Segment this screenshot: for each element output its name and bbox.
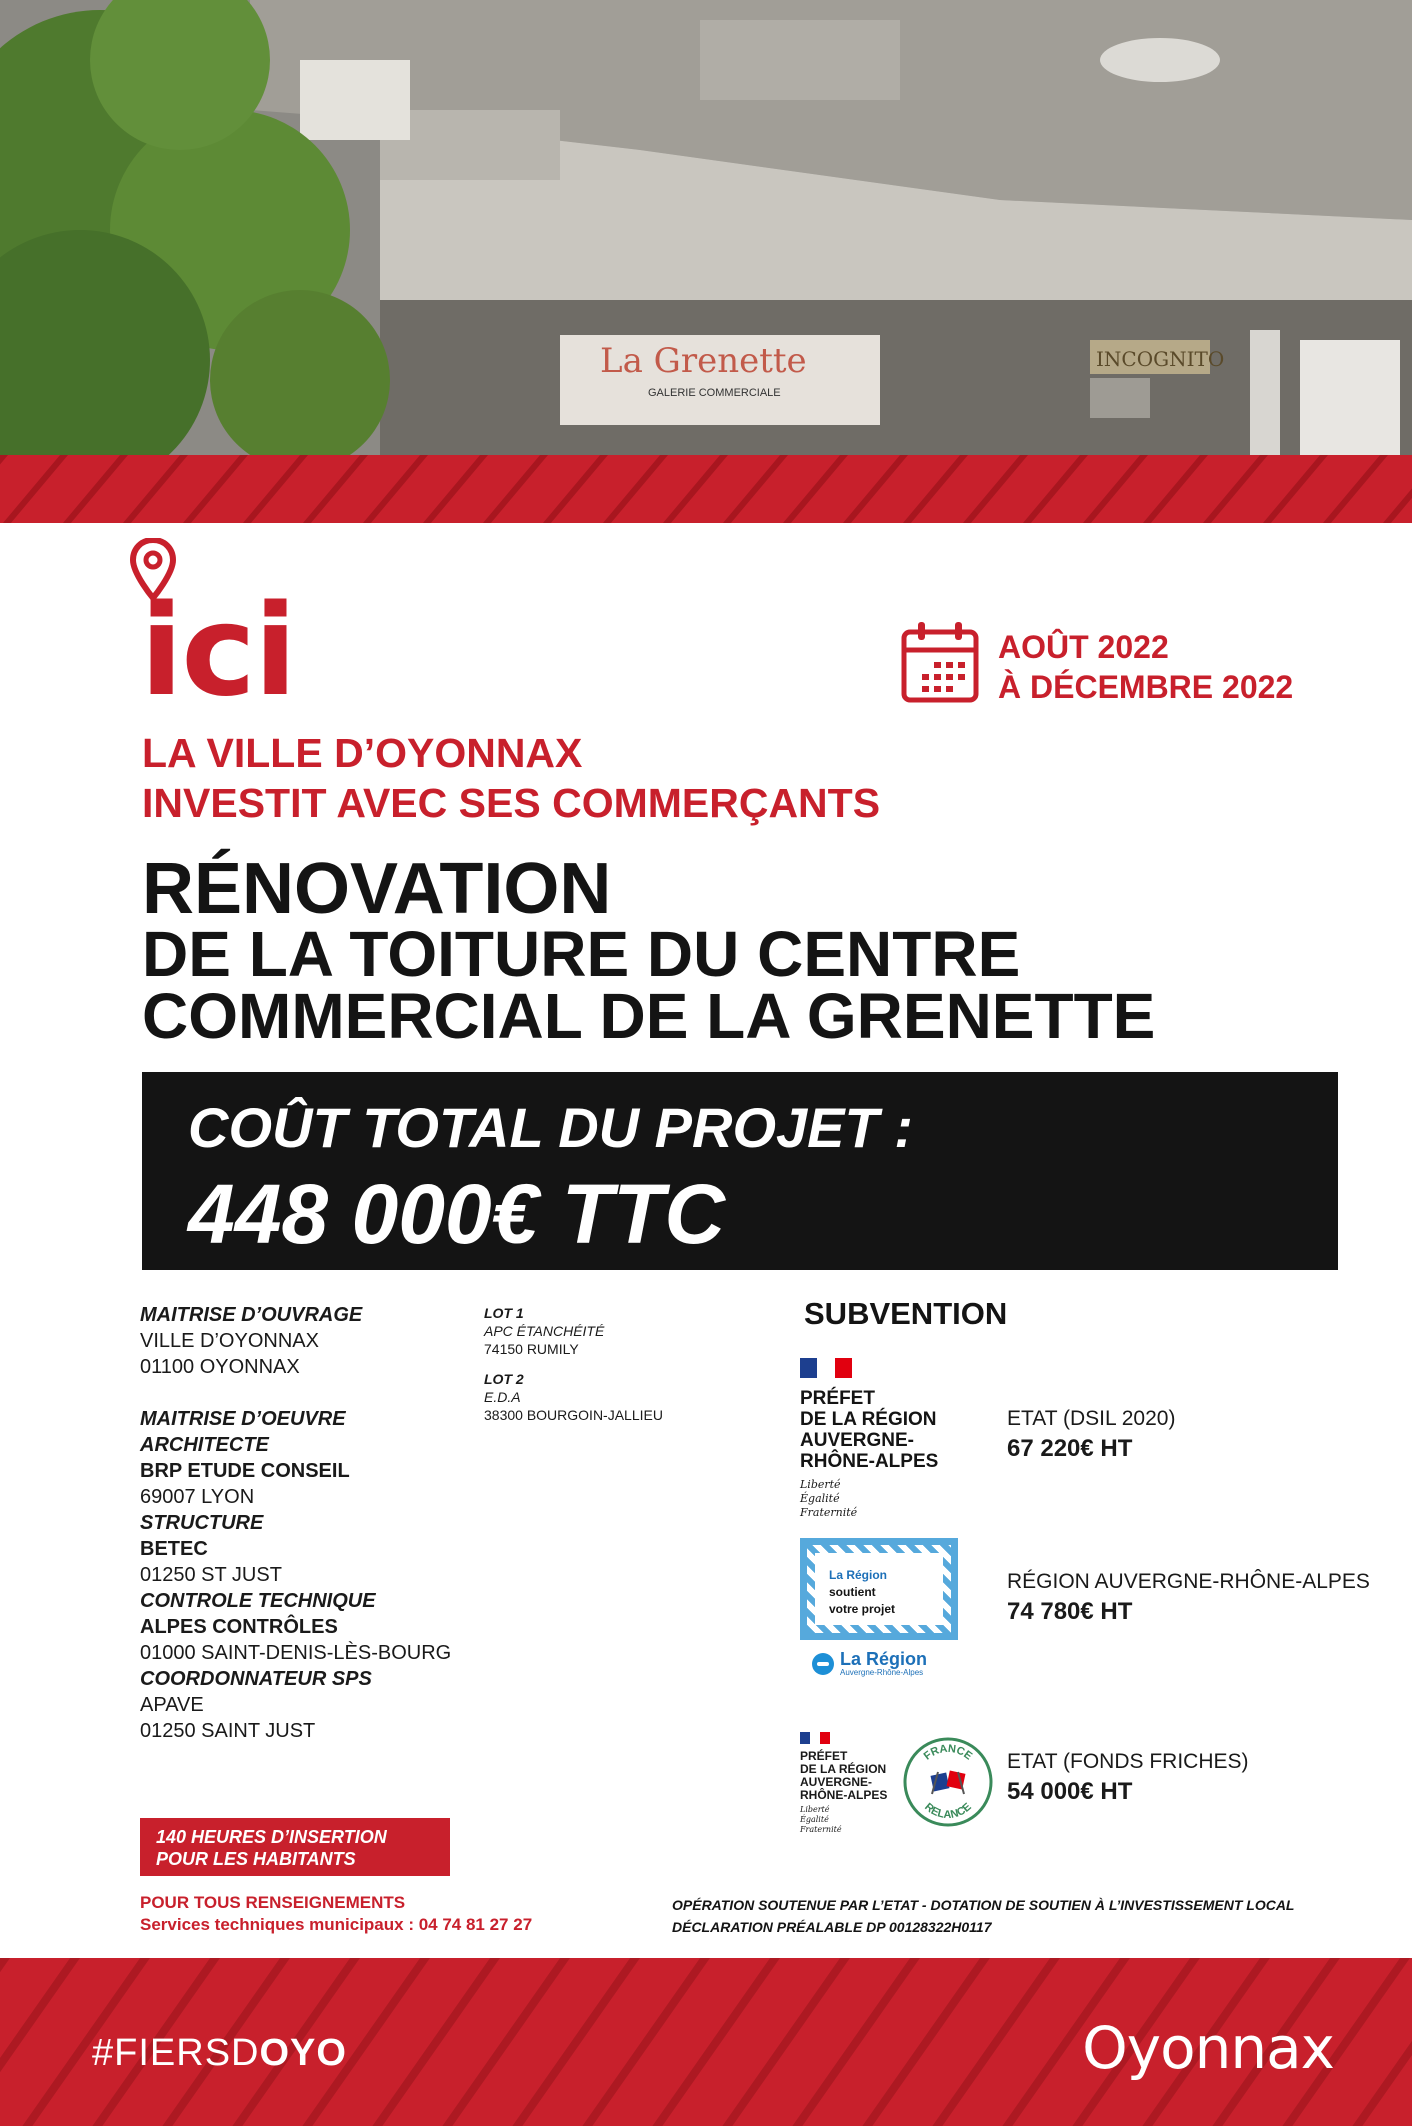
architecte-heading: ARCHITECTE	[140, 1434, 269, 1456]
ici-logo-text: ici	[140, 577, 296, 724]
note-line-1: OPÉRATION SOUTENUE PAR L’ETAT - DOTATION DE SOUTIEN À L’INVESTISSEMENT LOCAL	[672, 1897, 1295, 1913]
prefet-sm-line-3: AUVERGNE-	[800, 1775, 873, 1789]
ouvrage-line-1: VILLE D’OYONNAX	[140, 1330, 319, 1352]
motto-sm-liberte: Liberté	[800, 1805, 830, 1814]
relance-bottom-text: RELANCE	[922, 1800, 974, 1822]
lot2-line-1: E.D.A	[484, 1389, 521, 1405]
cost-box	[142, 1072, 1338, 1270]
sps-line-1: APAVE	[140, 1694, 204, 1716]
store-sign: INCOGNITO	[1096, 347, 1225, 371]
subvention-item-3	[1007, 1748, 1249, 1808]
subvention-item-3-label: ETAT (FONDS FRICHES)	[1007, 1750, 1249, 1773]
title-line-1: RÉNOVATION	[142, 849, 612, 929]
calendar-icon	[900, 620, 980, 704]
region-badge-line-2: soutient	[829, 1585, 876, 1599]
subvention-item-2-value: 74 780€ HT	[1007, 1598, 1133, 1625]
sps-heading: COORDONNATEUR SPS	[140, 1668, 372, 1690]
operation-note	[672, 1894, 1295, 1938]
region-logo-icon	[812, 1653, 834, 1675]
city-heading	[142, 728, 880, 828]
lot1-line-2: 74150 RUMILY	[484, 1341, 579, 1357]
lot2-line-2: 38300 BOURGOIN-JALLIEU	[484, 1407, 663, 1423]
region-badge-line-3: votre projet	[829, 1602, 896, 1616]
ouvrage-heading: MAITRISE D’OUVRAGE	[140, 1304, 363, 1326]
prefet-line-2: DE LA RÉGION	[800, 1409, 937, 1430]
project-dates	[998, 627, 1293, 707]
french-flag-small-icon	[800, 1732, 830, 1744]
sps-line-2: 01250 SAINT JUST	[140, 1720, 316, 1742]
region-logo-sub: Auvergne-Rhône-Alpes	[840, 1668, 924, 1677]
structure-line-2: 01250 ST JUST	[140, 1564, 282, 1586]
controle-line-1: ALPES CONTRÔLES	[140, 1616, 338, 1638]
city-line-2: INVESTIT AVEC SES COMMERÇANTS	[142, 780, 881, 826]
lots-column	[484, 1304, 663, 1424]
prefet-sm-line-1: PRÉFET	[800, 1749, 848, 1763]
region-logo	[812, 1650, 927, 1678]
title-line-2: DE LA TOITURE DU CENTRE	[142, 918, 1021, 990]
insertion-line-2: POUR LES HABITANTS	[156, 1849, 356, 1869]
footer-hashtag	[92, 2032, 347, 2075]
city-line-1: LA VILLE D’OYONNAX	[142, 730, 583, 776]
region-logo-text: La Région	[840, 1649, 928, 1669]
maitrise-column	[140, 1302, 451, 1744]
lot1-heading: LOT 1	[484, 1305, 524, 1321]
cost-label: COÛT TOTAL DU PROJET :	[188, 1096, 913, 1159]
date-start: AOÛT 2022	[998, 629, 1169, 665]
region-badge-line-1: La Région	[829, 1568, 888, 1582]
subvention-item-2-label: RÉGION AUVERGNE-RHÔNE-ALPES	[1007, 1570, 1370, 1593]
header-photo	[0, 0, 1412, 455]
date-end: À DÉCEMBRE 2022	[998, 669, 1294, 705]
structure-line-1: BETEC	[140, 1538, 208, 1560]
controle-line-2: 01000 SAINT-DENIS-LÈS-BOURG	[140, 1642, 452, 1664]
subvention-item-1-label: ETAT (DSIL 2020)	[1007, 1407, 1176, 1430]
subvention-item-1-value: 67 220€ HT	[1007, 1435, 1133, 1462]
hashtag-part-1: #FIERSD	[92, 2032, 260, 2074]
lot1-line-1: APC ÉTANCHÉITÉ	[484, 1323, 605, 1339]
motto-sm-fraternite: Fraternité	[800, 1825, 842, 1834]
oeuvre-line-1: BRP ETUDE CONSEIL	[140, 1460, 350, 1482]
prefet-logo	[800, 1358, 938, 1520]
prefet-line-3: AUVERGNE-	[800, 1430, 915, 1451]
subvention-item-2	[1007, 1568, 1370, 1628]
top-stripe-band	[0, 455, 1412, 523]
french-flag-icon	[800, 1358, 852, 1378]
hashtag-part-2: OYO	[259, 2032, 347, 2074]
contact-line-2: Services techniques municipaux : 04 74 81 27 27	[140, 1915, 533, 1934]
france-relance-logo	[902, 1736, 994, 1828]
prefet-line-4: RHÔNE-ALPES	[800, 1451, 939, 1472]
oeuvre-heading: MAITRISE D’OEUVRE	[140, 1408, 346, 1430]
oyonnax-logo: Oyonnax	[1082, 2014, 1334, 2082]
region-support-badge	[800, 1538, 958, 1640]
motto-egalite: Égalité	[800, 1492, 840, 1505]
relance-top-text: FRANCE	[921, 1742, 975, 1763]
contact-info	[140, 1892, 532, 1936]
insertion-line-1: 140 HEURES D’INSERTION	[156, 1827, 387, 1847]
title-line-3: COMMERCIAL DE LA GRENETTE	[142, 980, 1156, 1052]
insertion-badge	[140, 1818, 450, 1876]
ouvrage-line-2: 01100 OYONNAX	[140, 1356, 300, 1378]
lot2-heading: LOT 2	[484, 1371, 524, 1387]
controle-heading: CONTROLE TECHNIQUE	[140, 1590, 376, 1612]
motto-sm-egalite: Égalité	[800, 1815, 829, 1824]
shop-sign-sub: GALERIE COMMERCIALE	[648, 387, 781, 399]
prefet-sm-line-2: DE LA RÉGION	[800, 1762, 887, 1776]
structure-heading: STRUCTURE	[140, 1512, 264, 1534]
cost-value: 448 000€ TTC	[188, 1167, 725, 1261]
oeuvre-line-2: 69007 LYON	[140, 1486, 255, 1508]
subvention-item-3-value: 54 000€ HT	[1007, 1778, 1133, 1805]
project-title	[142, 849, 1156, 1052]
subvention-item-1	[1007, 1405, 1175, 1465]
contact-line-1: POUR TOUS RENSEIGNEMENTS	[140, 1893, 406, 1912]
shop-sign: La Grenette	[600, 341, 807, 381]
note-line-2: DÉCLARATION PRÉALABLE DP 00128322H0117	[672, 1919, 992, 1935]
building-photo	[0, 0, 1412, 455]
prefet-line-1: PRÉFET	[800, 1388, 875, 1409]
motto-fraternite: Fraternité	[800, 1506, 858, 1519]
prefet-sm-line-4: RHÔNE-ALPES	[800, 1788, 888, 1802]
subvention-title: SUBVENTION	[804, 1296, 1008, 1331]
motto-liberte: Liberté	[800, 1478, 841, 1491]
prefet-logo-small	[800, 1732, 887, 1835]
